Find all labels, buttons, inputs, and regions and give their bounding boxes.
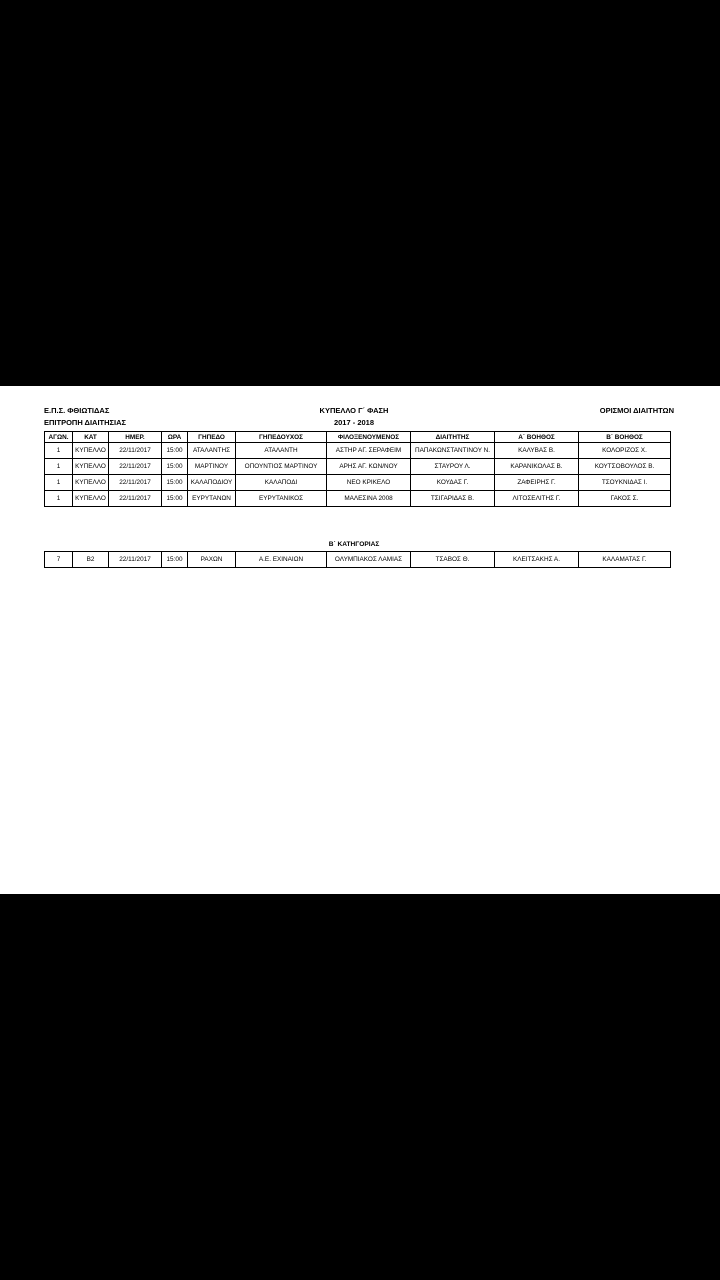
table-cell: ΚΟΥΔΑΣ Γ. [411, 475, 495, 491]
table-cell: 22/11/2017 [109, 491, 162, 507]
table-cell: 1 [45, 459, 73, 475]
table-cell: ΕΥΡΥΤΑΝΙΚΟΣ [236, 491, 327, 507]
table-cell: ΡΑΧΩΝ [188, 552, 236, 568]
table-cell: ΚΥΠΕΛΛΟ [73, 491, 109, 507]
col-header: ΓΗΠΕΔΟΥΧΟΣ [236, 432, 327, 443]
table-cell: ΤΣΟΥΚΝΙΔΑΣ Ι. [579, 475, 671, 491]
table-row [45, 552, 671, 568]
table-cell: ΣΤΑΥΡΟΥ Λ. [411, 459, 495, 475]
table-cell: ΑΤΑΛΑΝΤΗ [236, 443, 327, 459]
table-cell: ΚΑΡΑΝΙΚΟΛΑΣ Β. [495, 459, 579, 475]
appointments-title: ΟΡΙΣΜΟΙ ΔΙΑΙΤΗΤΩΝ [599, 406, 674, 415]
table-row [45, 459, 671, 475]
table-cell: ΕΥΡΥΤΑΝΩΝ [188, 491, 236, 507]
table-cell: 22/11/2017 [109, 459, 162, 475]
schedule-table-b-category [44, 551, 671, 568]
org-committee: ΕΠΙΤΡΟΠΗ ΔΙΑΙΤΗΣΙΑΣ [44, 418, 127, 427]
table-cell: 15:00 [162, 475, 188, 491]
col-header: Β΄ ΒΟΗΘΟΣ [579, 432, 671, 443]
table-cell: ΝΕΟ ΚΡΙΚΕΛΟ [327, 475, 411, 491]
season-label: 2017 - 2018 [333, 418, 375, 427]
table-cell: ΚΑΛΑΠΟΔΙ [236, 475, 327, 491]
table-cell: 15:00 [162, 552, 188, 568]
table-cell: ΑΣΤΗΡ ΑΓ. ΣΕΡΑΦΕΙΜ [327, 443, 411, 459]
table-cell: Β2 [73, 552, 109, 568]
table-cell: Α.Ε. ΕΧΙΝΑΙΩΝ [236, 552, 327, 568]
table-cell: ΓΑΚΟΣ Σ. [579, 491, 671, 507]
table-cell: ΜΑΡΤΙΝΟΥ [188, 459, 236, 475]
col-header: Α΄ ΒΟΗΘΟΣ [495, 432, 579, 443]
col-header: ΑΓΩΝ. [45, 432, 73, 443]
table-cell: 7 [45, 552, 73, 568]
table-cell: 15:00 [162, 459, 188, 475]
document-title: ΚΥΠΕΛΛΟ Γ΄ ΦΑΣΗ [319, 406, 389, 415]
table-row [45, 443, 671, 459]
table-cell: ΠΑΠΑΚΩΝΣΤΑΝΤΙΝΟΥ Ν. [411, 443, 495, 459]
col-header: ΗΜΕΡ. [109, 432, 162, 443]
table-cell: ΚΑΛΑΜΑΤΑΣ Γ. [579, 552, 671, 568]
table-cell: 15:00 [162, 491, 188, 507]
table-cell: ΚΛΕΙΤΣΑΚΗΣ Α. [495, 552, 579, 568]
table-cell: 15:00 [162, 443, 188, 459]
table-cell: ΤΣΑΒΟΣ Θ. [411, 552, 495, 568]
table-cell: ΚΥΠΕΛΛΟ [73, 475, 109, 491]
table-cell: ΚΟΛΟΡΙΖΟΣ Χ. [579, 443, 671, 459]
table-row [45, 475, 671, 491]
col-header: ΦΙΛΟΞΕΝΟΥΜΕΝΟΣ [327, 432, 411, 443]
section-title: Β΄ ΚΑΤΗΓΟΡΙΑΣ [328, 541, 380, 548]
org-name: Ε.Π.Σ. ΦΘΙΩΤΙΔΑΣ [44, 406, 110, 415]
table-cell: 22/11/2017 [109, 475, 162, 491]
table-cell: ΚΑΛΥΒΑΣ Β. [495, 443, 579, 459]
table-cell: ΛΙΤΟΣΕΛΙΤΗΣ Γ. [495, 491, 579, 507]
table-cell: 1 [45, 443, 73, 459]
col-header: ΔΙΑΙΤΗΤΗΣ [411, 432, 495, 443]
table-cell: 22/11/2017 [109, 443, 162, 459]
table-cell: ΚΟΥΤΣΟΒΟΥΛΟΣ Β. [579, 459, 671, 475]
schedule-table [44, 431, 671, 507]
table-cell: ΑΤΑΛΑΝΤΗΣ [188, 443, 236, 459]
document-page [0, 386, 720, 894]
table-row [45, 491, 671, 507]
table-cell: ΟΛΥΜΠΙΑΚΟΣ ΛΑΜΙΑΣ [327, 552, 411, 568]
table-cell: ΚΥΠΕΛΛΟ [73, 459, 109, 475]
table-cell: ΤΣΙΓΑΡΙΔΑΣ Β. [411, 491, 495, 507]
table-cell: 1 [45, 491, 73, 507]
table-cell: 1 [45, 475, 73, 491]
table-cell: ΑΡΗΣ ΑΓ. ΚΩΝ/ΝΟΥ [327, 459, 411, 475]
table-cell: ΜΑΛΕΣΙΝΑ 2008 [327, 491, 411, 507]
table-cell: ΖΑΦΕΙΡΗΣ Γ. [495, 475, 579, 491]
col-header: ΓΗΠΕΔΟ [188, 432, 236, 443]
table-cell: ΚΑΛΑΠΟΔΙΟΥ [188, 475, 236, 491]
col-header: ΩΡΑ [162, 432, 188, 443]
table-header-row [45, 432, 671, 443]
col-header: ΚΑΤ [73, 432, 109, 443]
table-cell: 22/11/2017 [109, 552, 162, 568]
table-cell: ΚΥΠΕΛΛΟ [73, 443, 109, 459]
table-cell: ΟΠΟΥΝΤΙΟΣ ΜΑΡΤΙΝΟΥ [236, 459, 327, 475]
